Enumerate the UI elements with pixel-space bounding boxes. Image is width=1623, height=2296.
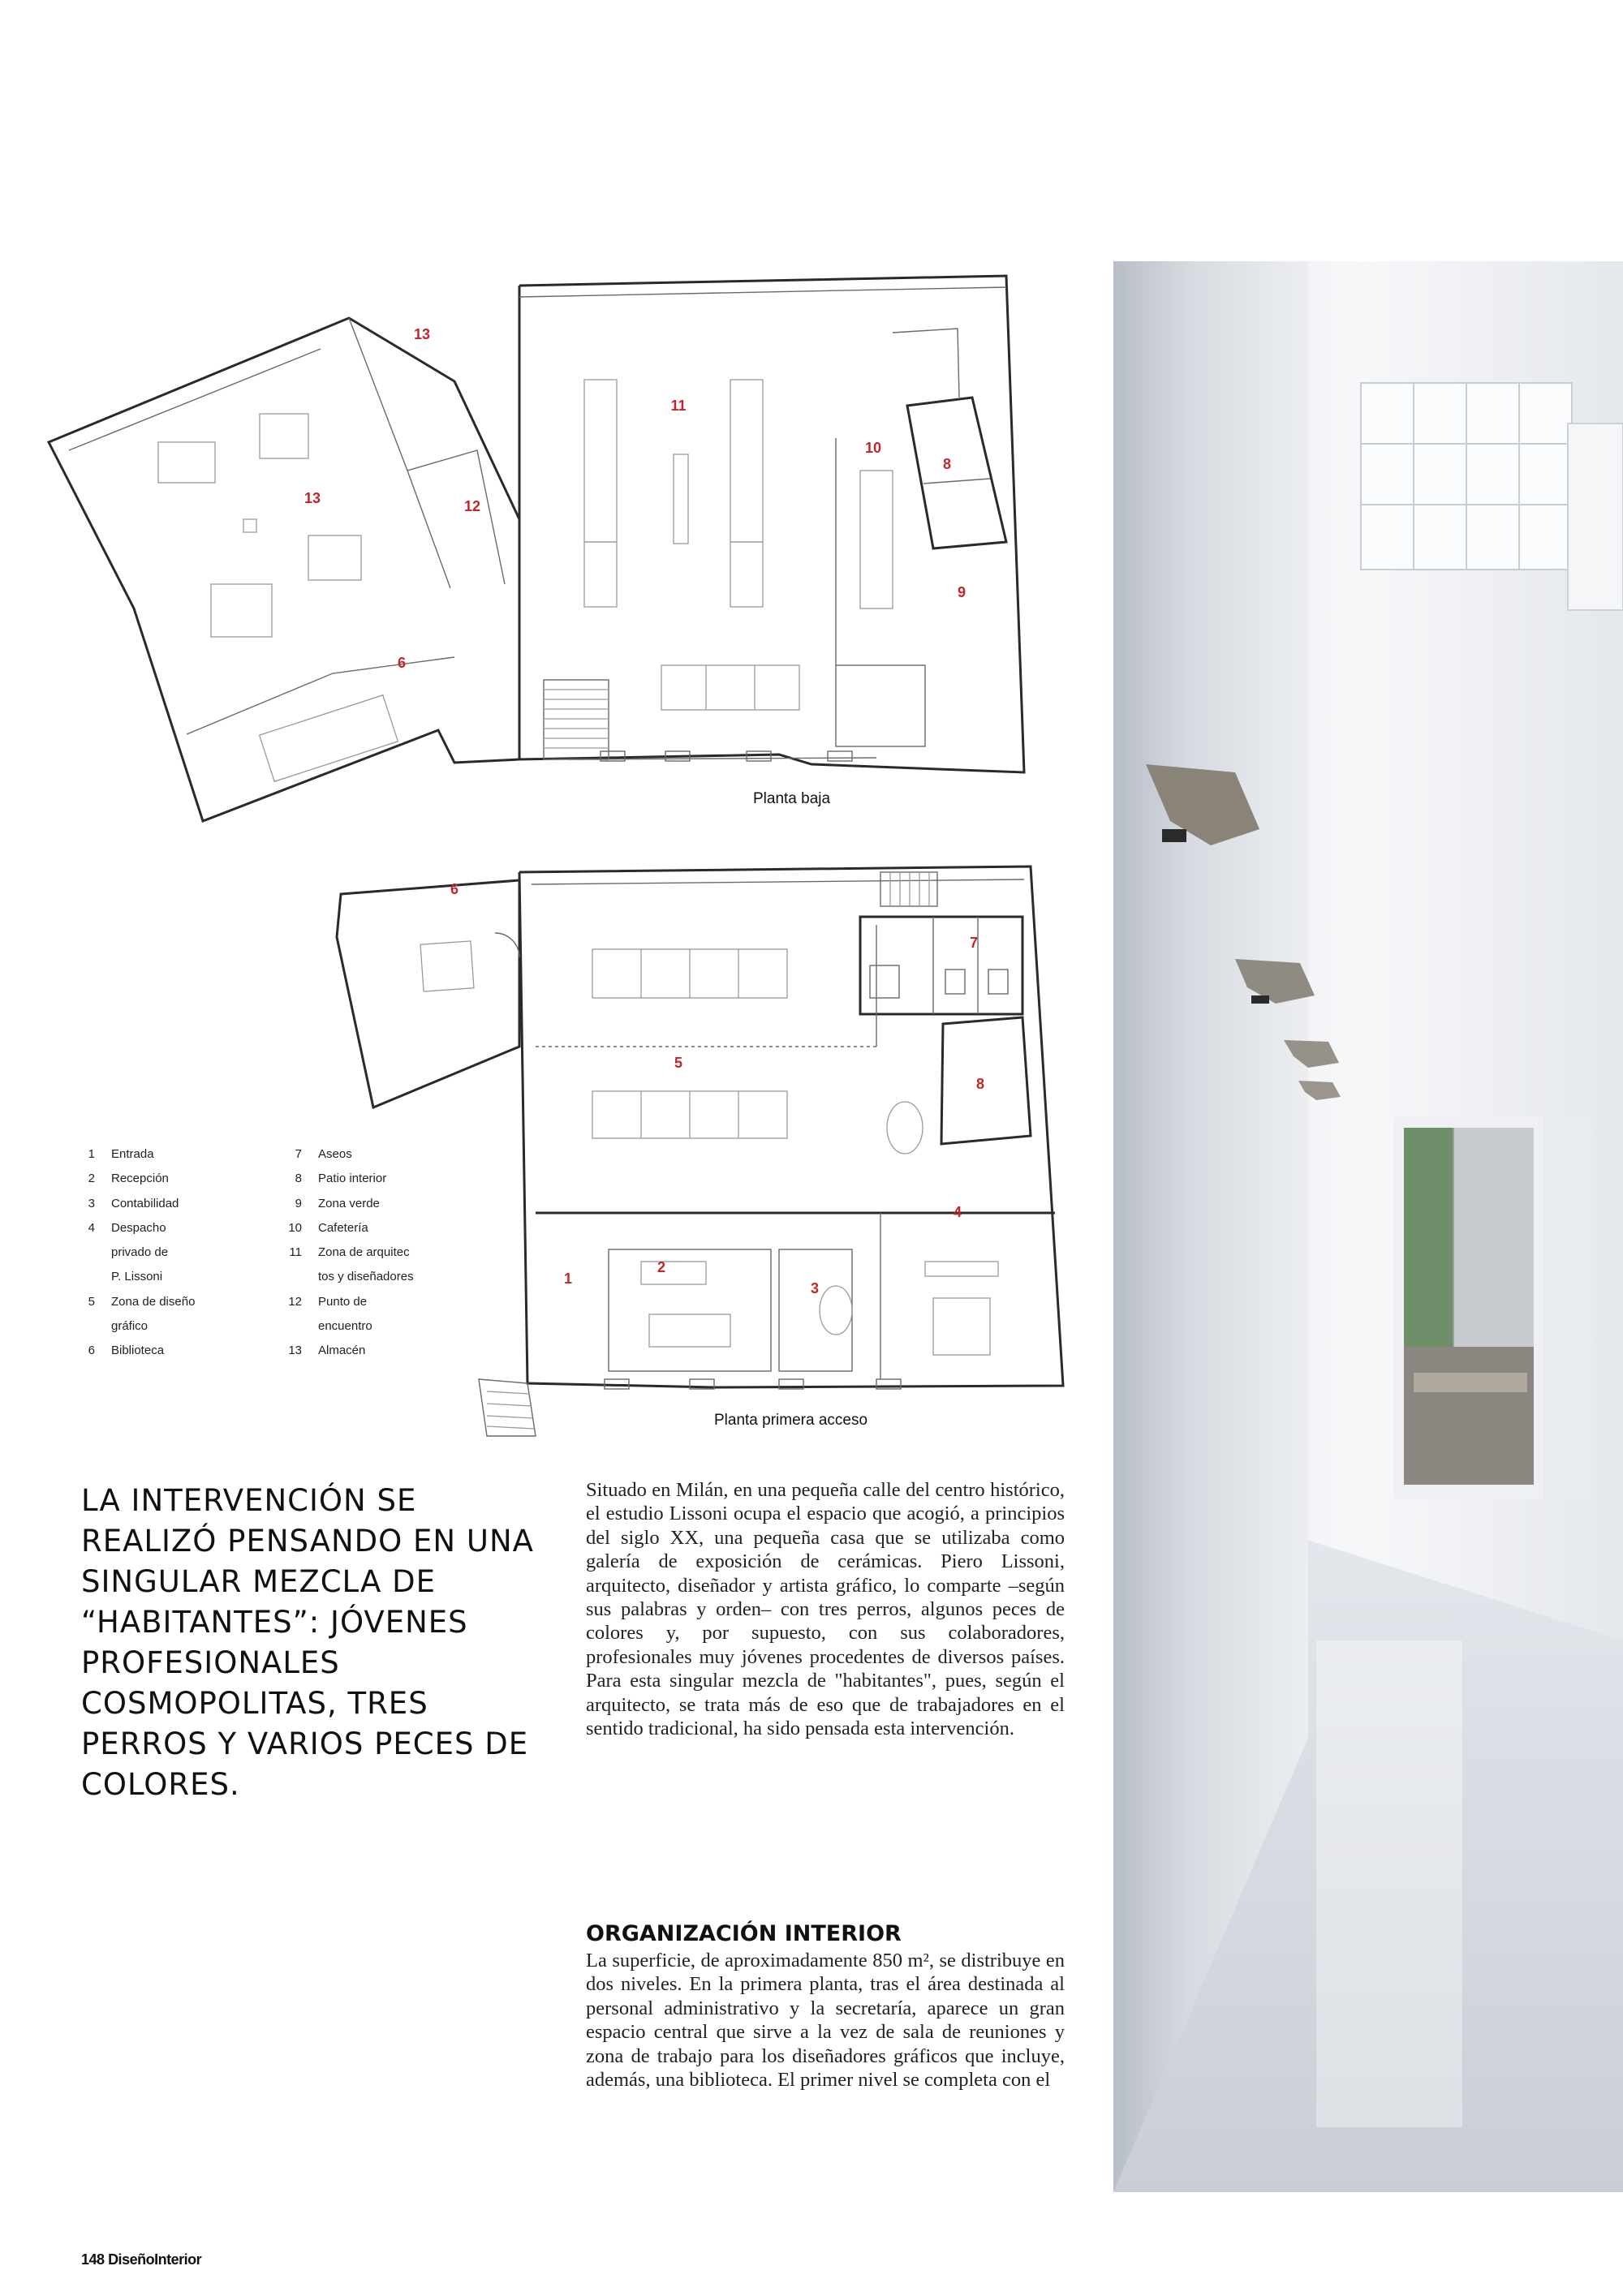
room-label: 6 <box>450 881 459 897</box>
legend-item: 1 Entrada <box>88 1147 154 1161</box>
legend-item: 2 Recepción <box>88 1172 169 1186</box>
legend-item: 9 Zona verde <box>295 1196 380 1210</box>
legend-item: 5 Zona de diseño <box>88 1294 196 1309</box>
first-floor-plan <box>337 866 1063 1436</box>
legend-item: gráfico <box>111 1319 149 1334</box>
legend-item: 13 Almacén <box>288 1344 366 1358</box>
room-label: 6 <box>397 655 407 671</box>
interior-photo-drawing <box>1113 261 1623 2192</box>
room-label: 4 <box>953 1204 962 1220</box>
legend-item: 11 Zona de arquitec <box>289 1245 410 1260</box>
pull-quote-headline: LA INTERVENCIÓN SE REALIZÓ PENSANDO EN UNA SINGULAR MEZCLA DE “HABITANTES”: JÓVENES PROFESIONALES COSMOPOLITAS, TRES PERROS Y VARIOS PECES DE COLORES. <box>81 1483 534 1802</box>
legend-item: tos y diseñadores <box>318 1270 414 1284</box>
legend-item: 8 Patio interior <box>295 1172 387 1186</box>
legend-item: 12 Punto de <box>288 1294 368 1309</box>
room-label: 2 <box>657 1259 666 1275</box>
ground-floor-stairs <box>544 680 609 759</box>
room-label: 10 <box>864 440 882 456</box>
room-label: 12 <box>463 498 481 514</box>
room-label: 13 <box>304 490 321 506</box>
room-label: 3 <box>810 1280 820 1296</box>
room-label: 9 <box>957 584 966 600</box>
legend-item: P. Lissoni <box>111 1270 163 1284</box>
legend-item: encuentro <box>318 1319 372 1334</box>
room-label: 11 <box>670 398 687 414</box>
legend-item: 6 Biblioteca <box>88 1344 165 1358</box>
room-label: 7 <box>969 935 979 951</box>
legend-item: 10 Cafetería <box>288 1220 368 1235</box>
ground-floor-caption: Planta baja <box>753 790 831 807</box>
first-floor-stairs <box>880 872 937 906</box>
first-floor-caption: Planta primera acceso <box>714 1412 868 1429</box>
room-label: 8 <box>975 1076 985 1092</box>
section-heading: ORGANIZACIÓN INTERIOR <box>586 1921 902 1946</box>
legend-right <box>276 1142 414 1364</box>
legend-item: 7 Aseos <box>295 1147 352 1161</box>
page-footer <box>81 2251 201 2268</box>
interior-photo <box>1113 261 1623 2192</box>
room-label: 5 <box>674 1055 683 1071</box>
room-label: 1 <box>563 1271 573 1287</box>
page-number: 148 <box>81 2251 105 2268</box>
legend-item: 3 Contabilidad <box>88 1196 179 1210</box>
body-paragraph: Situado en Milán, en una pequeña calle del centro histórico, el estudio Lissoni ocupa el espacio que acogió, a principios del siglo XX, una pequeña casa que se utilizaba como galería de exposición de cerámicas. Piero Lissoni, arquitecto, diseñador y artista gráfico, lo comparte –según sus palabras y orden– con tres perros, algunos peces de colores y, por supuesto, con sus colaboradores, profesionales muy jóvenes procedentes de diversos países. Para esta singular mezcla de "habitantes", pues, según el arquitecto, se trata más de eso que de trabajadores en el sentido tradicional, ha sido pensada esta intervención. <box>586 1479 1065 1740</box>
room-label: 8 <box>942 456 952 472</box>
ground-floor-plan <box>49 276 1024 821</box>
room-label: 13 <box>413 326 431 342</box>
legend-left <box>69 1142 195 1364</box>
magazine-name: DiseñoInterior <box>108 2251 202 2268</box>
legend-item: 4 Despacho <box>88 1220 166 1235</box>
legend-item: privado de <box>111 1245 169 1260</box>
body-paragraph: La superficie, de aproximadamente 850 m², se distribuye en dos niveles. En la primera planta, tras el área destinada al personal administrativo y la secretaría, aparece un gran espacio central que sirve a la vez de sala de reuniones y zona de trabajo para los diseñadores gráficos que incluye, además, una biblioteca. El primer nivel se completa con el <box>586 1950 1065 2092</box>
